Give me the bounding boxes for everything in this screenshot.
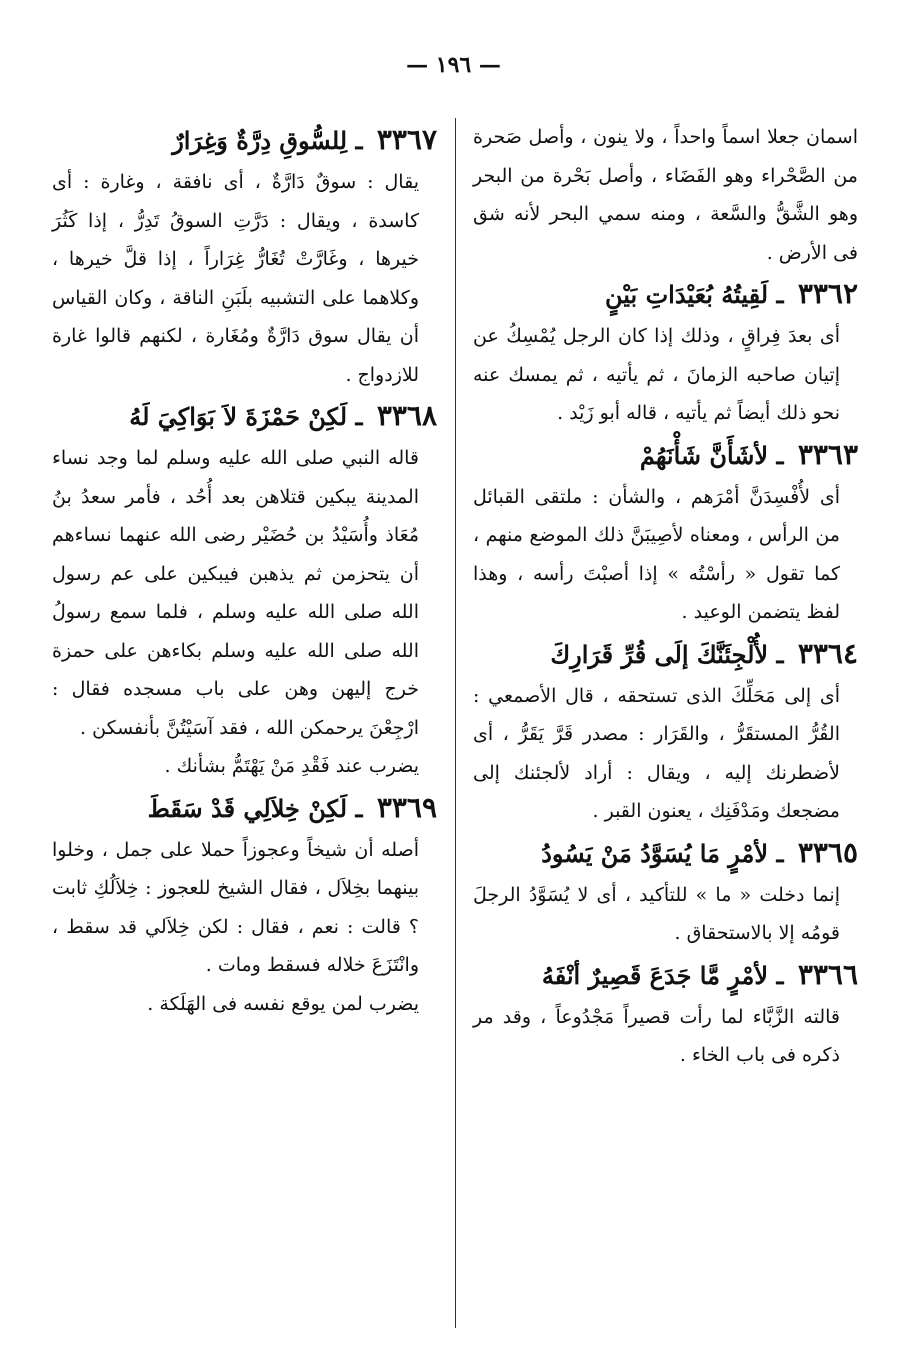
proverb-number: ٣٣٦٤ <box>797 636 858 670</box>
proverb-explanation: أصله أن شيخاً وعجوزاً حملا على جمل ، وخلوا بينهما بخِلاَل ، فقال الشيخ للعجوز : خِلاَلُكِ ثابت ؟ قالت : نعم ، فقال : لكن خِلاَلي قد سقط ، وانْتَزَعَ خلاله فسقط ومات . <box>52 838 419 976</box>
proverb-explanation: إنما دخلت « ما » للتأكيد ، أى لا يُسَوَّدُ الرجلَ قومُه إلا بالاستحقاق . <box>473 883 840 944</box>
dash: ـ <box>768 838 784 868</box>
proverb-number: ٣٣٦٥ <box>797 835 858 869</box>
proverb-explanation: يقال : سوقٌ دَارَّةٌ ، أى نافقة ، وغارة : أى كاسدة ، ويقال : دَرَّتِ السوقُ تَدِرُّ ، إذا كَثُرَ خيرها ، وغَارَّتْ تُغَارُّ غِرَاراً ، إذا قلَّ خيرها ، وكلاهما على التشبيه بلَبَنِ الناقة ، وكان القياس أن يقال سوق دَارَّةٌ ومُغَارة ، لكنهم قالوا غارة للازدواج . <box>52 171 419 386</box>
proverb-heading <box>473 272 858 317</box>
dash: ـ <box>768 280 784 309</box>
proverb-3362 <box>473 272 858 433</box>
dash: ـ <box>768 960 784 990</box>
proverb-explanation: أى بعدَ فِراقٍ ، وذلك إذا كان الرجل يُمْسِكُ عن إتيان صاحبه الزمانَ ، ثم يأتيه ، ثم يمسك عنه نحو ذلك أيضاً ثم يأتيه ، قاله أبو زَيْد . <box>473 325 840 424</box>
proverb-number: ٣٣٦٧ <box>376 123 437 156</box>
dash: ـ <box>347 126 363 155</box>
proverb-title: لأمْرٍ مَّا جَدَعَ قَصِيرٌ أنْفَهُ <box>541 960 769 990</box>
dash: ـ <box>347 402 363 431</box>
proverb-usage: يضرب عند فَقْدِ مَنْ يَهْتَمُّ بشأنك . <box>164 755 419 777</box>
proverb-title: لأُلْجِئَنَّكَ إلَى قُرِّ قَرَارِكَ <box>550 639 769 669</box>
proverb-explanation: أى لأُفْسِدَنَّ أمْرَهم ، والشأن : ملتقى القبائل من الرأس ، ومعناه لأصِيبَنَّ ذلك الموضع منهم ، كما تقول « رأسْتُه » إذا أصبْتَ رأسه ، وهذا لفظ يتضمن الوعيد . <box>473 485 840 623</box>
proverb-explanation: أى إلى مَحَلِّكَ الذى تستحقه ، قال الأصمعي : القُرُّ المستقَرُّ ، والقَرَار : مصدر قَرَّ يَقَرُّ ، أى لأضطرنك إليه ، ويقال : أراد لألجئنك إلى مضجعك ومَدْفَنِك ، يعنون القبر . <box>473 684 840 822</box>
proverb-title: لَكِنْ خِلاَلِي قَدْ سَقَطَ <box>147 793 348 823</box>
proverb-3367 <box>52 118 437 394</box>
proverb-heading <box>473 632 858 677</box>
proverb-heading <box>52 786 437 831</box>
continuation-paragraph: اسمان جعلا اسماً واحداً ، ولا ينون ، وأصل صَحرة من الصَّحْراء وهو الفَضَاء ، وأصل بَحْرة من البحر وهو الشَّقُّ والسَّعة ، ومنه سمي البحر لأنه شق فى الأرض . <box>473 126 858 264</box>
dash: ـ <box>768 440 784 470</box>
proverb-title: لَكِنْ حَمْزَةَ لاَ بَوَاكِيَ لَهُ <box>129 402 348 431</box>
dash: ـ <box>347 793 363 823</box>
right-column <box>473 118 858 1320</box>
proverb-title: لِلسُّوقِ دِرَّةٌ وَغِرَارٌ <box>172 126 348 155</box>
proverb-title: لأشَأَنَّ شَأْنَهُمْ <box>639 440 769 470</box>
proverb-title: لأمْرٍ مَا يُسَوَّدُ مَنْ يَسُودُ <box>541 838 769 868</box>
proverb-3366 <box>473 953 858 1075</box>
page-number: — ١٩٦ — <box>406 52 501 78</box>
proverb-number: ٣٣٦٦ <box>797 957 858 991</box>
left-column <box>52 118 437 1320</box>
proverb-3368 <box>52 394 437 786</box>
proverb-number: ٣٣٦٨ <box>376 399 437 432</box>
column-divider <box>455 118 456 1328</box>
proverb-heading <box>473 831 858 876</box>
proverb-explanation: قالته الزَّبَّاء لما رأت قصيراً مَجْدُوعاً ، وقد مر ذكره فى باب الخاء . <box>473 1005 840 1066</box>
proverb-heading <box>52 118 437 163</box>
proverb-3369 <box>52 786 437 1024</box>
proverb-title: لَقِيتُهُ بُعَيْدَاتِ بَيْنٍ <box>605 280 769 309</box>
proverb-3365 <box>473 831 858 953</box>
proverb-number: ٣٣٦٣ <box>797 437 858 471</box>
proverb-number: ٣٣٦٩ <box>376 790 437 824</box>
proverb-explanation: قاله النبي صلى الله عليه وسلم لما وجد نساء المدينة يبكين قتلاهن بعد أُحُد ، فأمر سعدُ بنُ مُعَاذ وأُسَيْدُ بن حُضَيْر رضى الله عنهما نساءهم أن يتحزمن ثم يذهبن فيبكين على عم رسول الله صلى الله عليه وسلم ، فلما سمع رسولُ الله صلى الله عليه وسلم بكاءهن على حمزة خرج إليهن وهن على باب مسجده فقال : ارْجِعْنَ يرحمكن الله ، فقد آسَيْتُنَّ بأنفسكن . <box>52 447 419 739</box>
proverb-number: ٣٣٦٢ <box>797 277 858 310</box>
proverb-heading <box>52 394 437 439</box>
dash: ـ <box>768 639 784 669</box>
proverb-3364 <box>473 632 858 831</box>
proverb-3363 <box>473 433 858 632</box>
proverb-usage: يضرب لمن يوقع نفسه فى الهَلَكة . <box>147 992 419 1015</box>
proverb-heading <box>473 433 858 478</box>
proverb-heading <box>473 953 858 998</box>
